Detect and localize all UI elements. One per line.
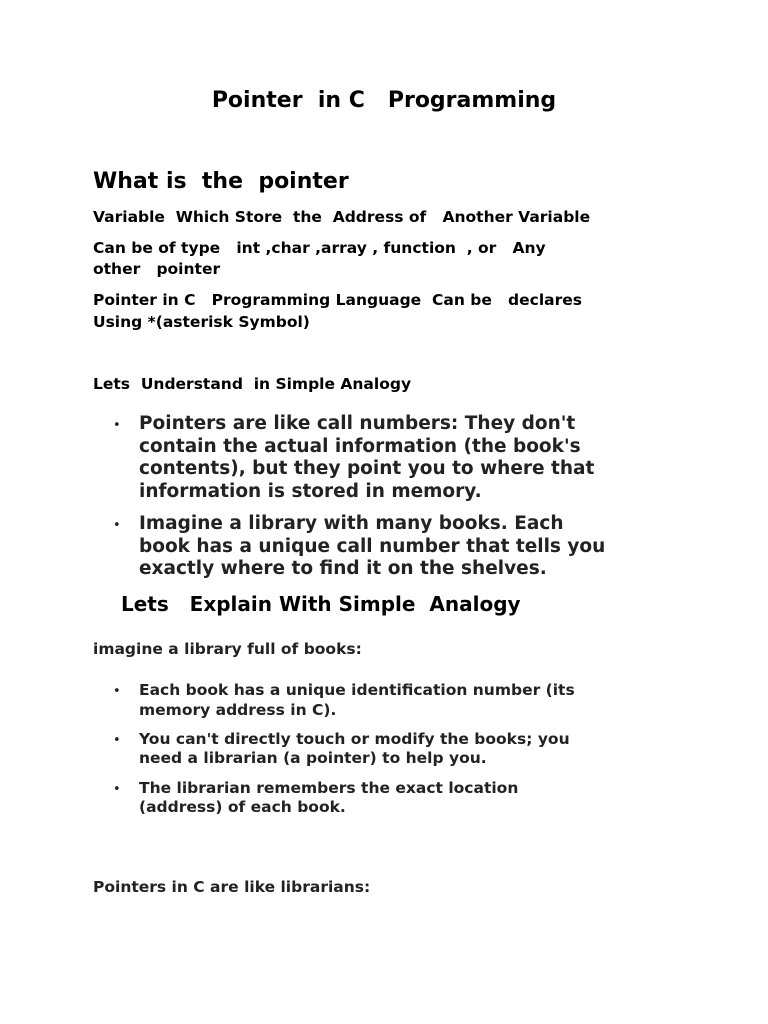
bullet-icon: • [113, 418, 121, 433]
definition-line-4: Pointer in C Programming Language Can be declares [93, 291, 582, 309]
bullet-line: contain the actual information (the book's [139, 435, 581, 457]
bullet-line: contents), but they point you to where that [139, 458, 595, 479]
bullet-line: need a librarian (a pointer) to help you. [139, 749, 487, 767]
definition-line-5: Using *(asterisk Symbol) [93, 313, 310, 331]
bullet-line: information is stored in memory. [139, 480, 482, 502]
bullet-line: (address) of each book. [139, 798, 346, 816]
bullet-icon: • [113, 733, 121, 748]
bullet-line: Imagine a library with many books. Each [139, 513, 564, 534]
bullet-line: memory address in C). [139, 701, 337, 719]
analogy-intro: Lets Understand in Simple Analogy [93, 375, 412, 393]
definition-line-3: other pointer [93, 260, 221, 278]
explain-heading: Lets Explain With Simple Analogy [121, 592, 521, 616]
bullet-icon: • [113, 684, 121, 699]
definition-line-1: Variable Which Store the Address of Another Variable [93, 208, 591, 226]
bullet-line: The librarian remembers the exact location [139, 779, 519, 797]
bullet-icon: • [113, 782, 121, 797]
bullet-line: Pointers are like call numbers: They don't [139, 413, 576, 434]
definition-line-2: Can be of type int ,char ,array , function , or Any [93, 239, 546, 257]
library-intro: imagine a library full of books: [93, 640, 362, 658]
bullet-line: You can't directly touch or modify the books; you [139, 730, 570, 748]
section-heading: What is the pointer [93, 169, 349, 194]
document-title: Pointer in C Programming [211, 88, 557, 113]
bullet-icon: • [113, 518, 121, 533]
closing-line: Pointers in C are like librarians: [93, 878, 371, 896]
bullet-line: book has a unique call number that tells you [139, 535, 606, 557]
bullet-line: Each book has a unique identification number (its [139, 681, 575, 699]
bullet-line: exactly where to find it on the shelves. [139, 558, 547, 579]
